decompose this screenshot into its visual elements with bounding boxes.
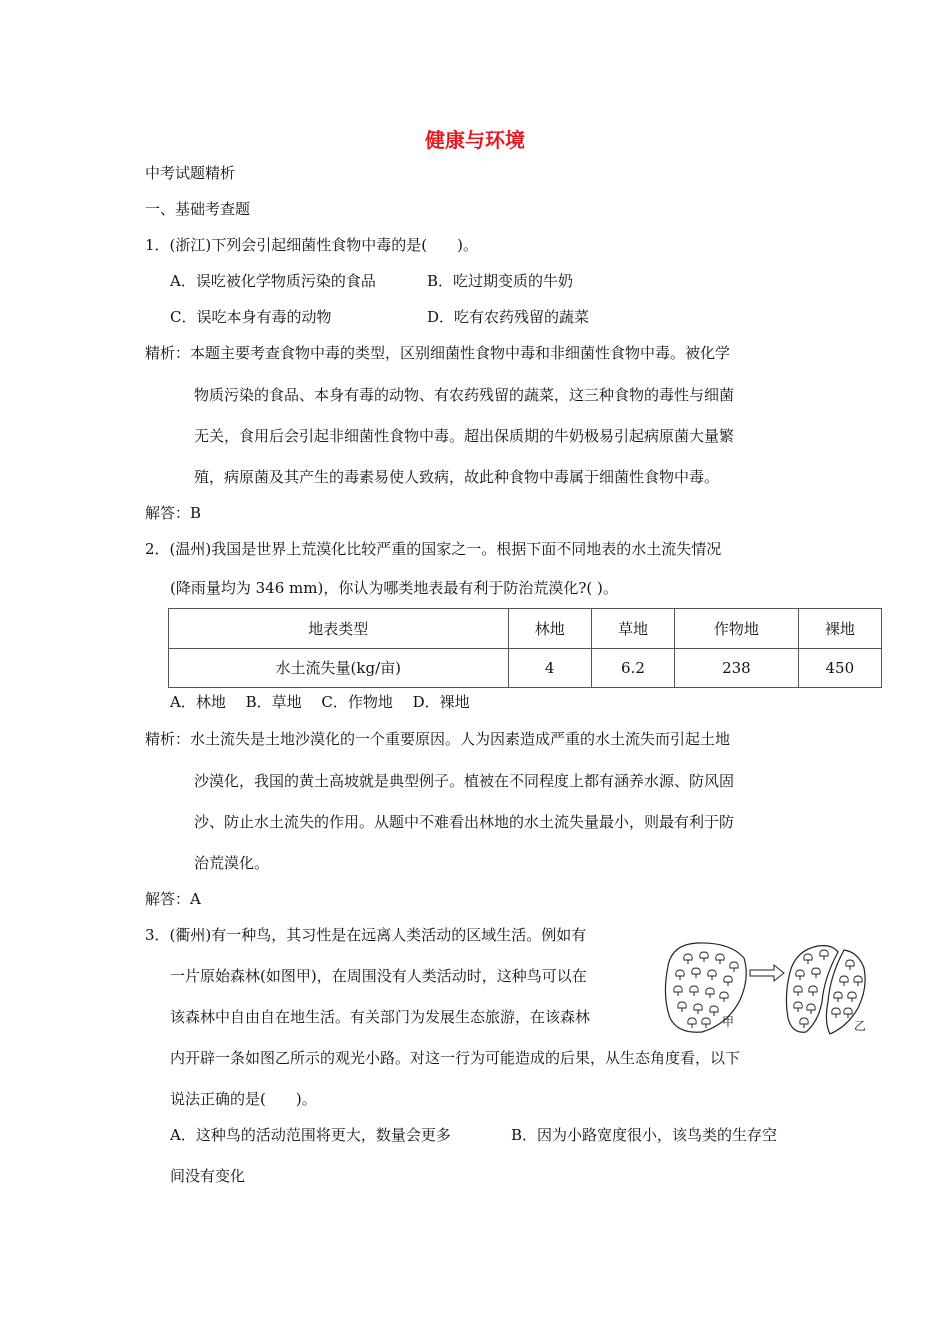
q3-stem-line: 说法正确的是( )。	[170, 1090, 317, 1108]
q3-stem-line: 一片原始森林(如图甲)，在周围没有人类活动时，这种鸟可以在	[170, 967, 587, 985]
q1-option-a: A．误吃被化学物质污染的食品	[170, 272, 376, 290]
table-header-cell: 作物地	[675, 609, 799, 649]
page-title: 健康与环境	[425, 128, 525, 152]
table-cell: 水土流失量(kg/亩)	[169, 648, 509, 688]
table-cell: 450	[798, 648, 881, 688]
figure-label-b: 乙	[854, 1019, 867, 1033]
table-cell: 6.2	[591, 648, 674, 688]
table-header-cell: 地表类型	[169, 609, 509, 649]
soil-loss-table	[168, 608, 882, 688]
q2-answer: 解答：A	[145, 890, 201, 908]
table-cell: 238	[675, 648, 799, 688]
forest-figure	[658, 938, 870, 1038]
q1-option-d: D．吃有农药残留的蔬菜	[427, 308, 590, 326]
q1-option-c: C．误吃本身有毒的动物	[170, 308, 332, 326]
q1-option-b: B．吃过期变质的牛奶	[427, 272, 574, 290]
q1-analysis-line: 物质污染的食品、本身有毒的动物、有农药残留的蔬菜，这三种食物的毒性与细菌	[194, 386, 735, 404]
q1-stem: 1．(浙江)下列会引起细菌性食物中毒的是( )。	[145, 236, 478, 254]
q3-option-a: A．这种鸟的活动范围将更大，数量会更多	[170, 1126, 451, 1144]
subsection-heading: 一、基础考查题	[145, 200, 251, 218]
arrow-icon	[750, 965, 784, 981]
q2-analysis-line: 精析：水土流失是土地沙漠化的一个重要原因。人为因素造成严重的水土流失而引起土地	[145, 730, 731, 748]
section-heading: 中考试题精析	[145, 164, 236, 182]
q2-analysis-line: 治荒漠化。	[194, 854, 270, 872]
q3-stem-line: 该森林中自由自在地生活。有关部门为发展生态旅游，在该森林	[170, 1008, 591, 1026]
q2-analysis-line: 沙、防止水土流失的作用。从题中不难看出林地的水土流失量最小，则最有利于防	[194, 813, 735, 831]
q3-stem-line: 内开辟一条如图乙所示的观光小路。对这一行为可能造成的后果，从生态角度看，以下	[170, 1049, 741, 1067]
table-header-cell: 林地	[508, 609, 591, 649]
q3-option-b-continued: 间没有变化	[170, 1167, 246, 1185]
table-header-row	[169, 609, 882, 649]
table-header-cell: 裸地	[798, 609, 881, 649]
table-row	[169, 648, 882, 688]
table-header-cell: 草地	[591, 609, 674, 649]
table-cell: 4	[508, 648, 591, 688]
q2-analysis-line: 沙漠化，我国的黄土高坡就是典型例子。植被在不同程度上都有涵养水源、防风固	[194, 772, 735, 790]
q1-answer: 解答：B	[145, 504, 202, 522]
q3-stem-line: 3．(衢州)有一种鸟，其习性是在远离人类活动的区域生活。例如有	[145, 926, 587, 944]
q2-stem-line: (降雨量均为 346 mm)，你认为哪类地表最有利于防治荒漠化?( )。	[170, 579, 618, 597]
q3-option-b: B．因为小路宽度很小，该鸟类的生存空	[511, 1126, 778, 1144]
q1-analysis-line: 殖，病原菌及其产生的毒素易使人致病，故此种食物中毒属于细菌性食物中毒。	[194, 468, 720, 486]
q1-analysis-line: 精析：本题主要考查食物中毒的类型，区别细菌性食物中毒和非细菌性食物中毒。被化学	[145, 344, 731, 362]
q2-options: A．林地 B．草地 C．作物地 D．裸地	[170, 693, 470, 711]
figure-label-a: 甲	[722, 1015, 735, 1029]
q1-analysis-line: 无关，食用后会引起非细菌性食物中毒。超出保质期的牛奶极易引起病原菌大量繁	[194, 427, 735, 445]
q2-stem-line: 2．(温州)我国是世界上荒漠化比较严重的国家之一。根据下面不同地表的水土流失情况	[145, 540, 722, 558]
